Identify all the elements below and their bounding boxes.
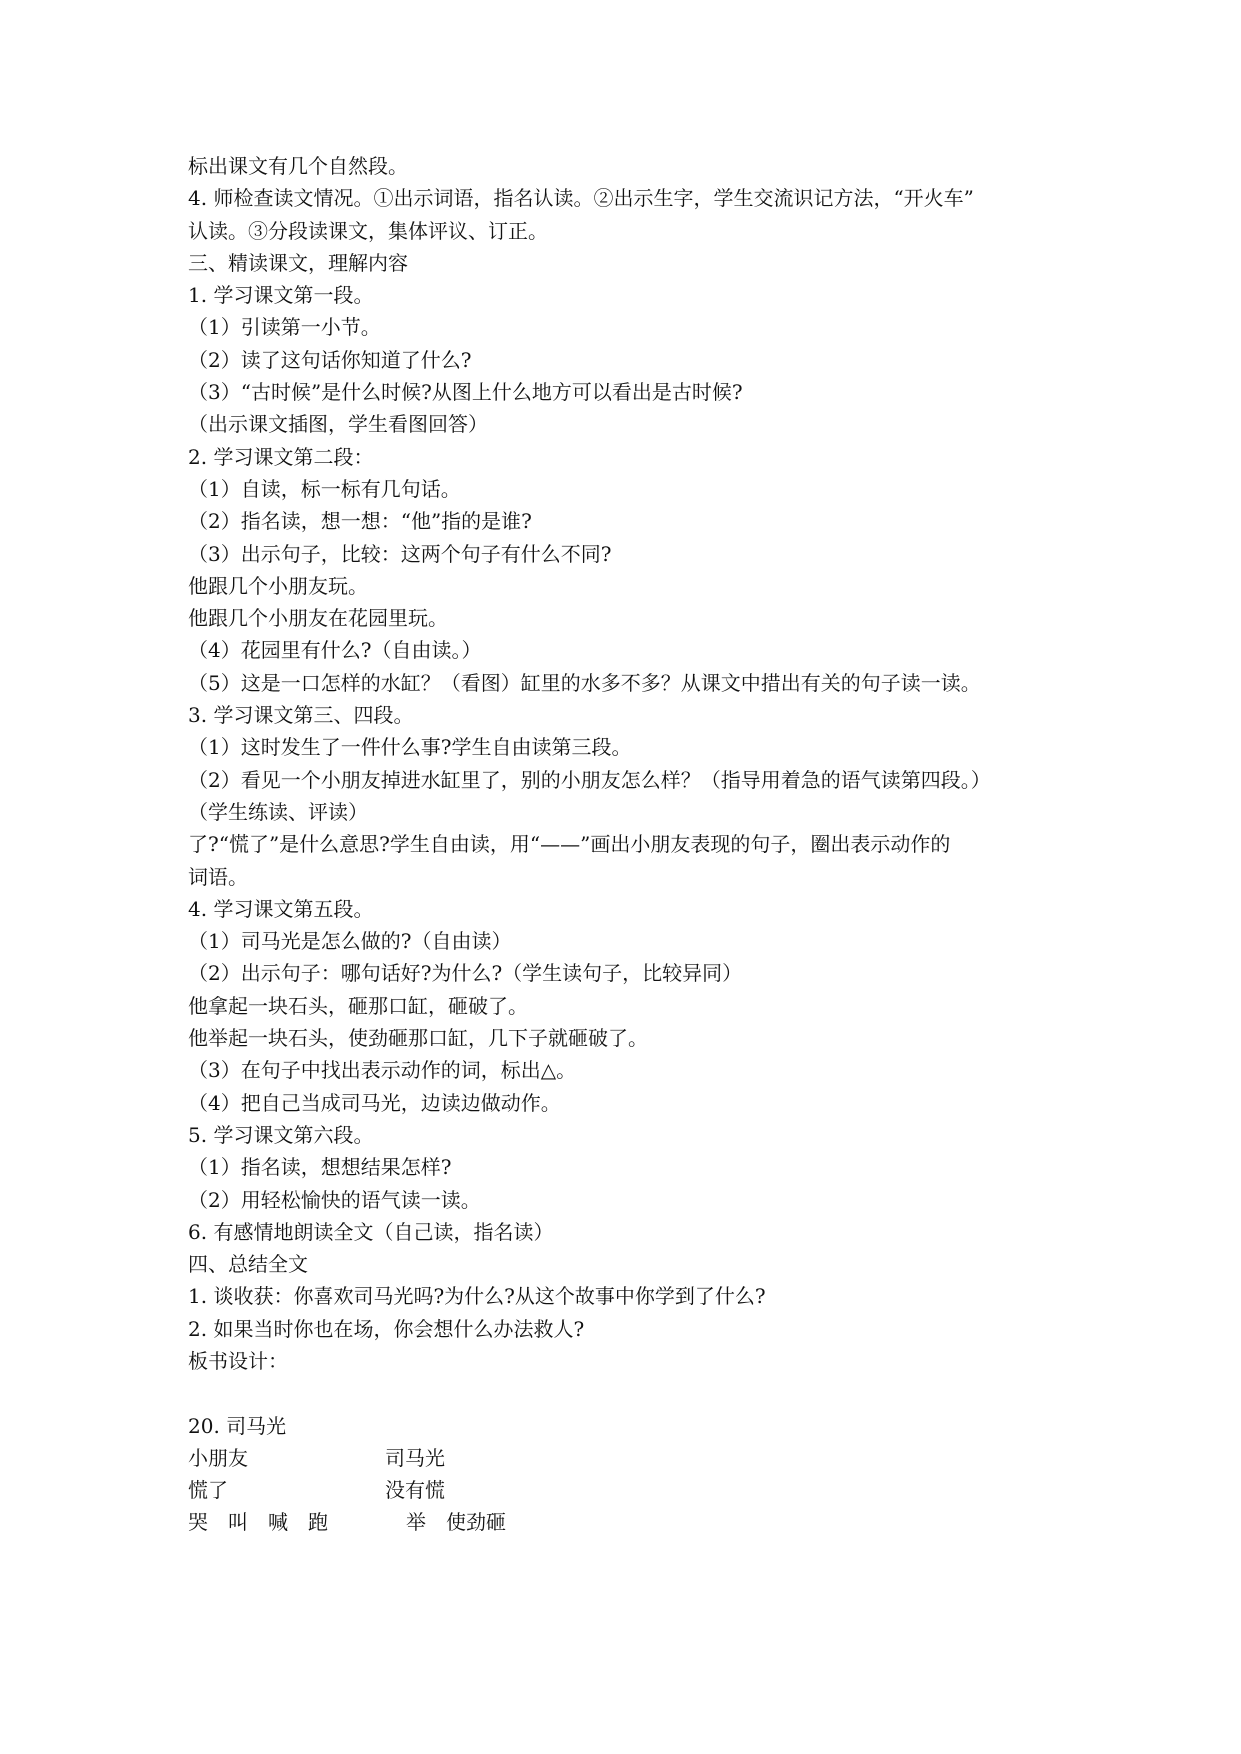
text-line: （1）自读，标一标有几句话。	[188, 476, 461, 501]
board-row	[188, 1474, 1068, 1506]
text-line: （2）出示句子：哪句话好?为什么?（学生读句子，比较异同）	[188, 961, 743, 986]
text-line: 2. 学习课文第二段：	[188, 444, 374, 469]
text-line: （1）这时发生了一件什么事?学生自由读第三段。	[188, 735, 632, 760]
board-left: 慌了	[188, 1478, 228, 1503]
text-line: 认读。③分段读课文，集体评议、订正。	[188, 218, 548, 243]
board-row	[188, 1442, 1068, 1474]
text-line: 他跟几个小朋友在花园里玩。	[188, 606, 448, 631]
text-line: （2）看见一个小朋友掉进水缸里了，别的小朋友怎么样？（指导用着急的语气读第四段。）	[188, 767, 991, 792]
board-title: 20. 司马光	[188, 1413, 287, 1438]
blank-line	[188, 1377, 1068, 1409]
text-line: （2）用轻松愉快的语气读一读。	[188, 1187, 481, 1212]
text-line: 词语。	[188, 864, 248, 889]
text-line: （1）引读第一小节。	[188, 315, 381, 340]
lesson-steps	[188, 150, 1068, 1377]
text-line: 三、精读课文，理解内容	[188, 250, 408, 275]
text-line: （出示课文插图，学生看图回答）	[188, 412, 488, 437]
board-row	[188, 1506, 1068, 1538]
text-line: 4. 学习课文第五段。	[188, 896, 374, 921]
text-line: （2）指名读，想一想：“他”指的是谁?	[188, 509, 532, 534]
text-line: 他跟几个小朋友玩。	[188, 573, 368, 598]
text-line: （4）把自己当成司马光，边读边做动作。	[188, 1090, 561, 1115]
text-line: 5. 学习课文第六段。	[188, 1122, 374, 1147]
text-line: 1. 谈收获：你喜欢司马光吗?为什么?从这个故事中你学到了什么?	[188, 1284, 766, 1309]
text-line: 他举起一块石头，使劲砸那口缸，几下子就砸破了。	[188, 1026, 648, 1051]
text-line: 四、总结全文	[188, 1252, 308, 1277]
text-line: 1. 学习课文第一段。	[188, 283, 374, 308]
text-line: 6. 有感情地朗读全文（自己读，指名读）	[188, 1219, 554, 1244]
text-line: 标出课文有几个自然段。	[188, 154, 408, 178]
board-right: 司马光	[385, 1445, 445, 1470]
board-right: 没有慌	[385, 1478, 445, 1503]
lesson-plan-text	[188, 150, 1068, 1539]
text-line: （3）在句子中找出表示动作的词，标出△。	[188, 1058, 577, 1083]
text-line: （4）花园里有什么?（自由读。）	[188, 638, 482, 663]
text-line: （3）出示句子，比较：这两个句子有什么不同?	[188, 541, 612, 566]
text-line: （3）“古时候”是什么时候?从图上什么地方可以看出是古时候?	[188, 380, 743, 405]
text-line: （2）读了这句话你知道了什么?	[188, 347, 472, 372]
board-left: 小朋友	[188, 1445, 248, 1470]
text-line: 了?“慌了”是什么意思?学生自由读，用“——”画出小朋友表现的句子，圈出表示动作的	[188, 832, 951, 857]
text-line: 2. 如果当时你也在场，你会想什么办法救人?	[188, 1316, 585, 1341]
board-right: 举 使劲砸	[406, 1510, 506, 1535]
text-line: （1）指名读，想想结果怎样?	[188, 1155, 452, 1180]
text-line: （5）这是一口怎样的水缸？（看图）缸里的水多不多？从课文中措出有关的句子读一读。	[188, 670, 981, 695]
text-line: （1）司马光是怎么做的?（自由读）	[188, 929, 512, 954]
text-line: （学生练读、评读）	[188, 799, 368, 824]
board-left: 哭 叫 喊 跑	[188, 1510, 328, 1535]
text-line: 4. 师检查读文情况。①出示词语，指名认读。②出示生字，学生交流识记方法，“开火车”	[188, 186, 974, 211]
text-line: 板书设计：	[188, 1348, 288, 1373]
text-line: 他拿起一块石头，砸那口缸，砸破了。	[188, 993, 528, 1018]
text-line: 3. 学习课文第三、四段。	[188, 703, 414, 728]
